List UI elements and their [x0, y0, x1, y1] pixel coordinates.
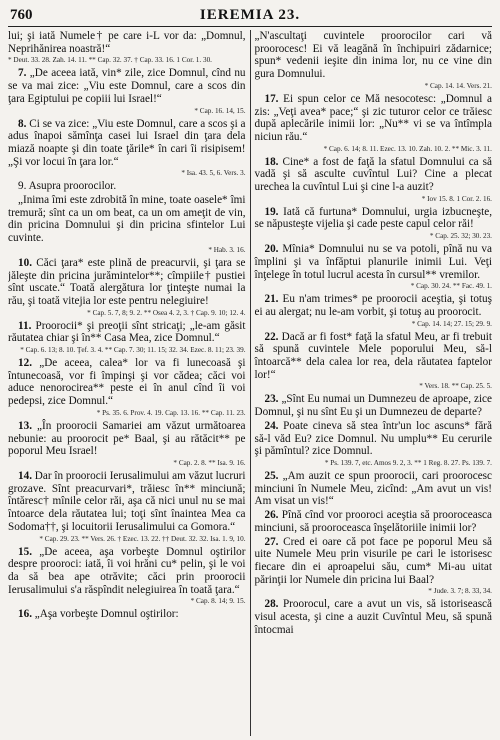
- verse-text: Ei spun celor ce Mă nesocotesc: „Domnul a zis: „Veţi avea* pace;“ şi zic tuturor celor ce trăiesc după aplecările inimii lor: „Nu** vi se va întîmpla niciun rău.“: [254, 92, 492, 143]
- verse-number: 11.: [18, 319, 32, 332]
- verse-text: Poate cineva să stea într'un loc ascuns* fără să-l văd Eu? zice Domnul. Nu umplu** Eu cerurile şi pămîntul? zice Domnul.: [254, 419, 492, 458]
- verse-text: Căci ţara* este plină de preacurvii, şi ţara se jăleşte din pricina jurămintelor**; cîmpiile† pustiei sînt uscate.“ Toată alergătura lor ţinteşte numai la rău, şi toată vitejia lor este pentru nelegiuire!: [8, 256, 246, 307]
- verse: [8, 357, 246, 408]
- verse-number: 8.: [18, 117, 27, 130]
- verse: [8, 118, 246, 169]
- verse-number: 18.: [264, 155, 279, 168]
- verse: [254, 420, 492, 458]
- verse: [8, 420, 246, 458]
- text-columns: [8, 30, 492, 736]
- verse-number: 15.: [18, 545, 32, 558]
- cross-reference: * Hab. 3. 16.: [208, 245, 246, 254]
- verse: [8, 194, 246, 245]
- cross-reference: * Cap. 16. 14, 15.: [194, 106, 246, 115]
- cross-reference: * Cap. 6. 14; 8. 11. Ezec. 13. 10. Zah. 10. 2. ** Mic. 3. 11.: [323, 144, 492, 153]
- cross-reference: * Vers. 18. ** Cap. 25. 5.: [419, 382, 492, 391]
- verse: [8, 608, 246, 621]
- verse-number: 17.: [264, 92, 279, 105]
- verse-text: „N'ascultaţi cuvintele proorocilor cari vă proorocesc! Ei vă leagănă în închipuiri zădarnice; spun* vedenii ieşite din inima lor, nu ce vine din gura Domnului.: [254, 30, 492, 81]
- verse-number: 25.: [264, 469, 279, 482]
- cross-reference: * Cap. 14. 14. Vers. 21.: [424, 81, 492, 90]
- verse-number: 14.: [18, 469, 32, 482]
- verse-text: Cred ei oare că pot face pe poporul Meu să uite Numele Meu prin visurile pe cari le istorisesc fiecare din ei aproapelui său, cum* Mi-au uitat părinţii lor Numele din pricina lui Baal?: [254, 535, 492, 586]
- section-heading: 9. Asupra proorocilor.: [18, 180, 117, 193]
- verse-number: 19.: [264, 205, 279, 218]
- verse-text: Pînă cînd vor prooroci aceştia să prooroceasca minciuni, să prooroceasca înşelătoriile inimii lor?: [254, 509, 492, 534]
- column-divider: [250, 30, 251, 736]
- verse: [8, 30, 246, 55]
- verse-number: 7.: [18, 67, 27, 80]
- verse-number: 20.: [264, 243, 279, 256]
- verse: [8, 470, 246, 534]
- verse-text: Dacă ar fi fost* faţă la sfatul Meu, ar fi trebuit să spună cuvintele Mele poporului Meu, să-l întoarcă** dela calea lor rea, dela răutatea faptelor lor!“: [254, 330, 492, 381]
- cross-reference: * Cap. 8. 14; 9. 15.: [190, 597, 246, 606]
- cross-reference: * Deut. 33. 28. Zah. 14. 11. ** Cap. 32. 37. † Cap. 33. 16. 1 Cor. 1. 30.: [8, 56, 212, 65]
- cross-reference: * Cap. 14. 14; 27. 15; 29. 9.: [411, 319, 492, 328]
- verse: [254, 331, 492, 382]
- verse-number: 28.: [264, 598, 279, 611]
- verse-number: 16.: [18, 608, 32, 621]
- verse-text: Eu n'am trimes* pe proorocii aceştia, şi totuş ei au alergat; nu le-am vorbit, şi totuş au proorocit.: [254, 293, 492, 318]
- verse: [254, 509, 492, 534]
- page-header: [8, 6, 492, 27]
- cross-reference: * Cap. 30. 24. ** Fac. 49. 1.: [410, 282, 492, 291]
- verse: [254, 156, 492, 194]
- cross-reference: * Isa. 43. 5, 6. Vers. 3.: [181, 169, 246, 178]
- verse-text: „Inima îmi este zdrobită în mine, toate oasele* îmi tremură; sînt ca un om beat, ca un om ameţit de vin, din pricina Domnului şi din pricina sfintelor Lui cuvinte.: [8, 194, 246, 245]
- running-title: IEREMIA 23.: [199, 7, 301, 23]
- verse-number: 26.: [264, 509, 279, 522]
- cross-reference: * Cap. 29. 23. ** Vers. 26. † Ezec. 13. 22. †† Deut. 32. 32. Isa. 1. 9, 10.: [39, 534, 246, 543]
- verse-text: lui; şi iată Numele† pe care i-L vor da: „Domnul, Neprihănirea noastră!“: [8, 30, 246, 55]
- cross-reference: * Jude. 3. 7; 8. 33, 34.: [428, 587, 492, 596]
- verse-text: „Aşa vorbeşte Domnul oştirilor:: [34, 608, 179, 621]
- verse: [254, 30, 492, 81]
- verse: [254, 393, 492, 418]
- verse: [254, 536, 492, 587]
- verse: [8, 546, 246, 597]
- verse-text: Proorocul, care a avut un vis, să istorisească visul acesta, şi cine a auzit Cuvîntul Meu, să spună întocmai: [254, 598, 492, 636]
- verse: [254, 293, 492, 318]
- cross-reference: * Iov 15. 8. 1 Cor. 2. 16.: [421, 194, 492, 203]
- cross-reference: * Cap. 5. 7, 8; 9. 2. ** Osea 4. 2, 3. † Cap. 9. 10; 12. 4.: [87, 308, 246, 317]
- right-column: [254, 30, 492, 736]
- cross-reference: * Ps. 35. 6. Prov. 4. 19. Cap. 13. 16. ** Cap. 11. 23.: [96, 408, 246, 417]
- cross-reference: * Ps. 139. 7, etc. Amos 9. 2, 3. ** 1 Reg. 8. 27. Ps. 139. 7.: [324, 458, 492, 467]
- cross-reference: * Cap. 6. 13; 8. 10. Ţef. 3. 4. ** Cap. 7. 30; 11. 15; 32. 34. Ezec. 8. 11; 23. 39.: [20, 346, 246, 355]
- verse-number: 22.: [264, 330, 279, 343]
- verse: [254, 93, 492, 144]
- verse-text: Cine* a fost de faţă la sfatul Domnului ca să vadă şi să asculte cuvîntul Lui? Cine a plecat urechea la cuvîntul Lui şi cine l-a auzit?: [254, 155, 492, 194]
- verse-text: Dar în proorocii Ierusalimului am văzut lucruri grozave. Sînt preacurvari*, trăiesc în** minciună; întăresc† mînile celor răi, aşa că nici unul nu se mai întoarce dela răutatea lui; toţi sînt înaintea Mea ca Sodoma††, şi locuitorii Ierusalimului ca Gomora.“: [8, 469, 246, 533]
- cross-reference: * Cap. 2. 8. ** Isa. 9. 16.: [173, 458, 246, 467]
- verse-number: 24.: [264, 419, 279, 432]
- verse-text: Mînia* Domnului nu se va potoli, pînă nu va împlini şi va înfăptui planurile inimii Lui. Veţi înţelege în totul lucrul acesta în cursul** vremilor.: [254, 243, 492, 281]
- verse-text: „În proorocii Samariei am văzut următoarea nebunie: au proorocit pe* Baal, şi au rătăcit** pe poporul Meu Israel!: [8, 419, 246, 458]
- verse: [8, 67, 246, 105]
- verse-number: 27.: [264, 535, 279, 548]
- verse-text: „De aceea, aşa vorbeşte Domnul oştirilor despre prooroci: iată, îi voi hrăni cu* pelin, şi le voi da să bea ape otrăvite; căci prin proorocii Ierusalimului s'a răspîndit nelegiuirea în toată ţara.“: [8, 545, 246, 596]
- verse-number: 12.: [18, 357, 32, 370]
- verse: [254, 243, 492, 281]
- verse-number: 10.: [18, 256, 32, 269]
- cross-reference: * Cap. 25. 32; 30. 23.: [429, 232, 492, 241]
- verse: [254, 206, 492, 231]
- verse-number: 21.: [264, 293, 279, 306]
- verse: [254, 470, 492, 508]
- page-number: 760: [10, 7, 33, 23]
- left-column: [8, 30, 246, 736]
- verse-text: „De aceea, calea* lor va fi lunecoasă şi întunecoasă, vor fi împinşi şi vor cădea; căci voi aduce nenorocirea** peste ei în anul cînd îi voi pedepsi, zice Domnul.“: [8, 357, 246, 408]
- verse: [8, 257, 246, 308]
- verse: [8, 320, 246, 345]
- verse-text: Iată că furtuna* Domnului, urgia izbucneşte, se năpusteşte vijelia şi cade peste capul celor răi!: [254, 205, 492, 231]
- verse-number: 23.: [264, 393, 279, 406]
- verse-text: Proorocii* şi preoţii sînt stricaţi; „le-am găsit răutatea chiar şi în** Casa Mea, zice Domnul.“: [8, 319, 246, 345]
- verse-text: „De aceea iată, vin* zile, zice Domnul, cînd nu se va mai zice: „Viu este Domnul, care a scos din ţara Egiptului pe copiii lui Israel!“: [8, 67, 246, 105]
- verse-text: „Sînt Eu numai un Dumnezeu de aproape, zice Domnul, şi nu sînt Eu şi un Dumnezeu de departe?: [254, 393, 492, 419]
- verse: [254, 598, 492, 636]
- verse-text: „Am auzit ce spun proorocii, cari proorocesc minciuni în Numele Meu, zicînd: „Am avut un vis! Am visat un vis!“: [254, 469, 492, 508]
- verse-text: Ci se va zice: „Viu este Domnul, care a scos şi a adus înapoi sămînţa casei lui Israel din ţara dela miază noapte şi din toate ţările* în cari îi risipisem! „Şi vor locui în ţara lor.“: [8, 117, 246, 168]
- verse-number: 13.: [18, 419, 32, 432]
